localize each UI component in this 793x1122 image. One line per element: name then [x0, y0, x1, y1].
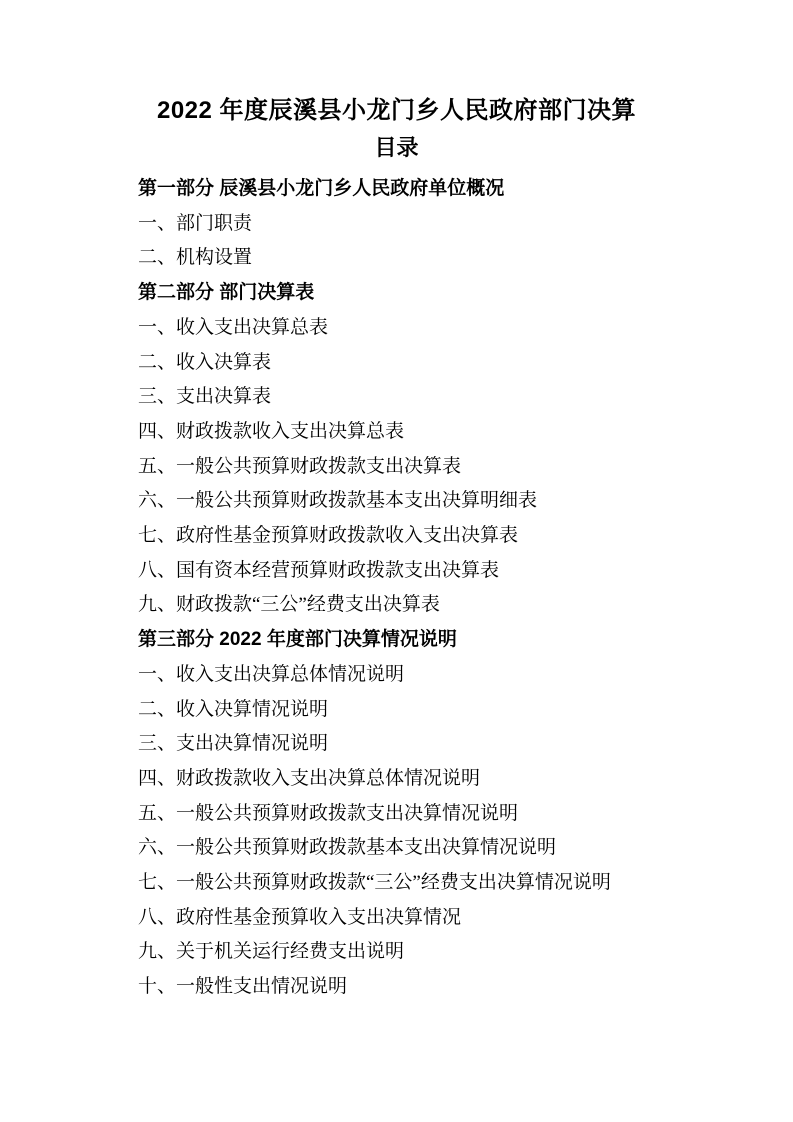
- section-2-heading: 第二部分 部门决算表: [138, 282, 315, 304]
- table-of-contents: [138, 172, 733, 1005]
- toc-item: 七、一般公共预算财政拨款“三公”经费支出决算情况说明: [138, 872, 611, 894]
- toc-heading: 目录: [374, 135, 419, 160]
- toc-item: 二、收入决算情况说明: [138, 698, 329, 720]
- toc-item: 八、政府性基金预算收入支出决算情况: [138, 906, 462, 928]
- toc-item: 九、关于机关运行经费支出说明: [138, 941, 405, 963]
- toc-item: 七、政府性基金预算财政拨款收入支出决算表: [138, 525, 519, 547]
- toc-item: 一、部门职责: [138, 212, 253, 234]
- toc-item: 五、一般公共预算财政拨款支出决算表: [138, 455, 462, 477]
- toc-item: 八、国有资本经营预算财政拨款支出决算表: [138, 559, 500, 581]
- toc-item: 一、收入支出决算总体情况说明: [138, 663, 405, 685]
- toc-item: 四、财政拨款收入支出决算总体情况说明: [138, 767, 481, 789]
- toc-item: 五、一般公共预算财政拨款支出决算情况说明: [138, 802, 519, 824]
- section-1-heading: 第一部分 辰溪县小龙门乡人民政府单位概况: [138, 178, 505, 199]
- toc-item: 一、收入支出决算总表: [138, 316, 329, 338]
- toc-item: 六、一般公共预算财政拨款基本支出决算情况说明: [138, 837, 557, 859]
- document-title: 2022 年度辰溪县小龙门乡人民政府部门决算: [156, 97, 637, 124]
- toc-item: 二、机构设置: [138, 247, 253, 269]
- toc-item: 六、一般公共预算财政拨款基本支出决算明细表: [138, 490, 538, 512]
- toc-item: 三、支出决算表: [138, 386, 272, 408]
- toc-item: 二、收入决算表: [138, 351, 272, 373]
- toc-item: 十、一般性支出情况说明: [138, 976, 348, 998]
- toc-item: 四、财政拨款收入支出决算总表: [138, 420, 405, 442]
- toc-item: 九、财政拨款“三公”经费支出决算表: [138, 594, 440, 616]
- toc-item: 三、支出决算情况说明: [138, 733, 329, 755]
- section-3-heading: 第三部分 2022 年度部门决算情况说明: [138, 629, 457, 651]
